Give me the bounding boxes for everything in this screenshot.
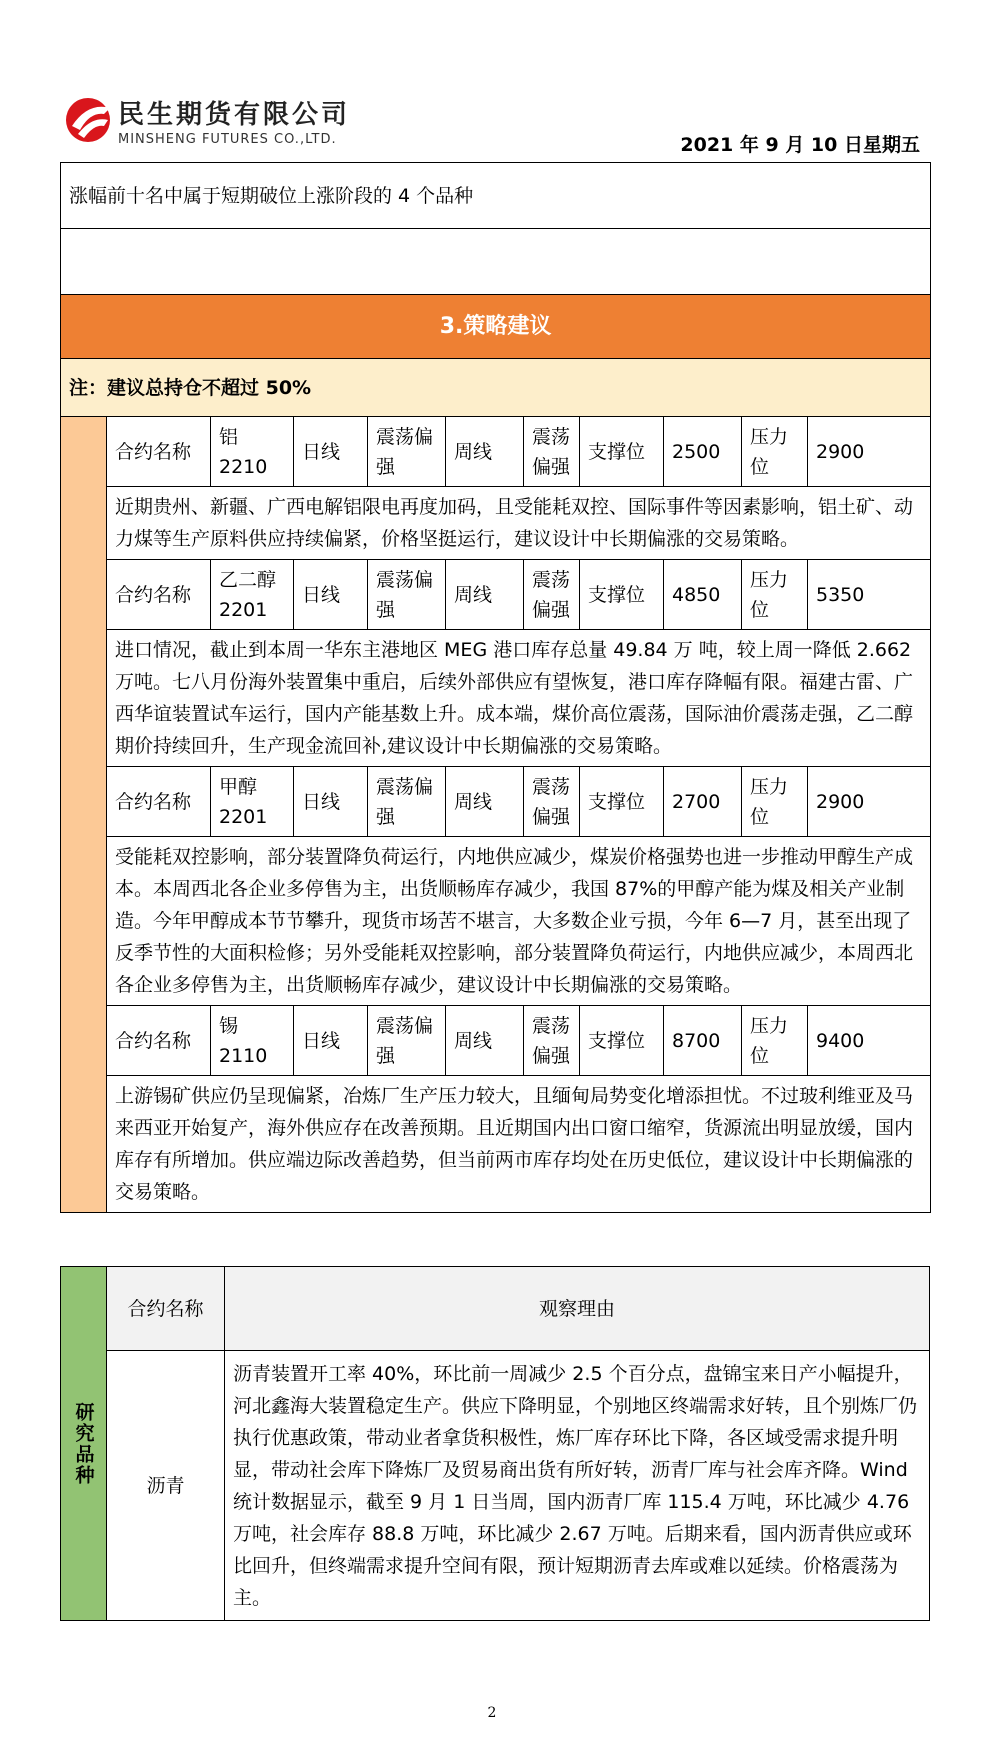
resistance-value: 5350 — [808, 560, 931, 630]
support-value: 2500 — [664, 417, 742, 487]
contract-comment: 受能耗双控影响，部分装置降负荷运行，内地供应减少，煤炭价格强势也进一步推动甲醇生产成本。本周西北各企业多停售为主，出货顺畅库存减少，我国 87%的甲醇产能为煤及相关产业制造。今年甲醇成本节节攀升，现货市场苦不堪言，大多数企业亏损，今年 6—7 月，甚至出现了反季节性的大面积检修；另外受能耗双控影响，部分装置降负荷运行，内地供应减少，本周西北各企业多停售为主，出货顺畅库存减少，建议设计中长期偏涨的交易策略。 — [107, 837, 931, 1006]
company-logo — [64, 92, 364, 152]
contract-row: 合约名称 铝 2210 日线 震荡偏强 周线 震荡偏强 支撑位 2500 压力位 2900 — [61, 417, 931, 487]
logo-mark-icon — [64, 92, 114, 148]
contract-comment: 近期贵州、新疆、广西电解铝限电再度加码，且受能耗双控、国际事件等因素影响，铝土矿、动力煤等生产原料供应持续偏紧，价格坚挺运行，建议设计中长期偏涨的交易策略。 — [107, 487, 931, 560]
weekly-trend: 震荡偏强 — [524, 1006, 580, 1076]
resistance-value: 2900 — [808, 767, 931, 837]
resistance-value: 2900 — [808, 417, 931, 487]
contract-comment: 上游锡矿供应仍呈现偏紧，冶炼厂生产压力较大，且缅甸局势变化增添担忧。不过玻利维亚及马来西亚开始复产，海外供应存在改善预期。且近期国内出口窗口缩窄，货源流出明显放缓，国内库存有所增加。供应端边际改善趋势，但当前两市库存均处在历史低位，建议设计中长期偏涨的交易策略。 — [107, 1076, 931, 1213]
contract-row: 合约名称 乙二醇 2201 日线 震荡偏强 周线 震荡偏强 支撑位 4850 压力位 5350 — [61, 560, 931, 630]
daily-trend: 震荡偏强 — [368, 560, 446, 630]
contract-row: 合约名称 锡 2110 日线 震荡偏强 周线 震荡偏强 支撑位 8700 压力位 9400 — [61, 1006, 931, 1076]
daily-trend: 震荡偏强 — [368, 767, 446, 837]
company-name-en: MINSHENG FUTURES CO.,LTD. — [118, 132, 337, 147]
resistance-value: 9400 — [808, 1006, 931, 1076]
research-reason: 沥青装置开工率 40%，环比前一周减少 2.5 个百分点，盘锦宝来日产小幅提升，河北鑫海大装置稳定生产。供应下降明显，个别地区终端需求好转，且个别炼厂仍执行优惠政策，带动业者拿货积极性，炼厂库存环比下降，各区域受需求提升明显，带动社会库下降炼厂及贸易商出货有所好转，沥青厂库与社会库齐降。Wind 统计数据显示，截至 9 月 1 日当周，国内沥青厂库 115.4 万吨，环比减少 4.76 万吨，社会库存 88.8 万吨，环比减少 2.67 万吨。后期来看，国内沥青供应或环比回升，但终端需求提升空间有限，预计短期沥青去库或难以延续。价格震荡为主。 — [225, 1351, 930, 1621]
section-title: 3.策略建议 — [61, 295, 931, 359]
weekly-trend: 震荡偏强 — [524, 767, 580, 837]
col-contract-header: 合约名称 — [107, 1267, 225, 1351]
contract-name: 锡 2110 — [211, 1006, 294, 1076]
contract-name: 乙二醇 2201 — [211, 560, 294, 630]
contract-name: 甲醇 2201 — [211, 767, 294, 837]
support-value: 2700 — [664, 767, 742, 837]
company-name-cn: 民生期货有限公司 — [118, 100, 351, 130]
col-reason-header: 观察理由 — [225, 1267, 930, 1351]
research-side-label: 研究品种 — [61, 1267, 107, 1621]
support-value: 8700 — [664, 1006, 742, 1076]
side-bar — [61, 417, 107, 1213]
research-row — [61, 1351, 930, 1621]
contract-name: 铝 2210 — [211, 417, 294, 487]
position-note: 注：建议总持仓不超过 50% — [61, 359, 931, 417]
weekly-trend: 震荡偏强 — [524, 417, 580, 487]
research-table — [60, 1266, 930, 1621]
weekly-trend: 震荡偏强 — [524, 560, 580, 630]
daily-trend: 震荡偏强 — [368, 1006, 446, 1076]
contract-comment: 进口情况，截止到本周一华东主港地区 MEG 港口库存总量 49.84 万 吨，较上周一降低 2.662 万吨。七八月份海外装置集中重启，后续外部供应有望恢复，港口库存降幅有限。福建古雷、广西华谊装置试车运行，国内产能基数上升。成本端，煤价高位震荡，国际油价震荡走强，乙二醇期价持续回升，生产现金流回补,建议设计中长期偏涨的交易策略。 — [107, 630, 931, 767]
page-number: 2 — [487, 1705, 497, 1721]
strategy-table — [60, 162, 931, 1213]
blank-row — [61, 229, 931, 295]
daily-trend: 震荡偏强 — [368, 417, 446, 487]
research-contract-name: 沥青 — [107, 1351, 225, 1621]
report-date: 2021 年 9 月 10 日星期五 — [680, 134, 920, 156]
contract-row: 合约名称 甲醇 2201 日线 震荡偏强 周线 震荡偏强 支撑位 2700 压力位 2900 — [61, 767, 931, 837]
support-value: 4850 — [664, 560, 742, 630]
summary-text: 涨幅前十名中属于短期破位上涨阶段的 4 个品种 — [61, 163, 931, 229]
